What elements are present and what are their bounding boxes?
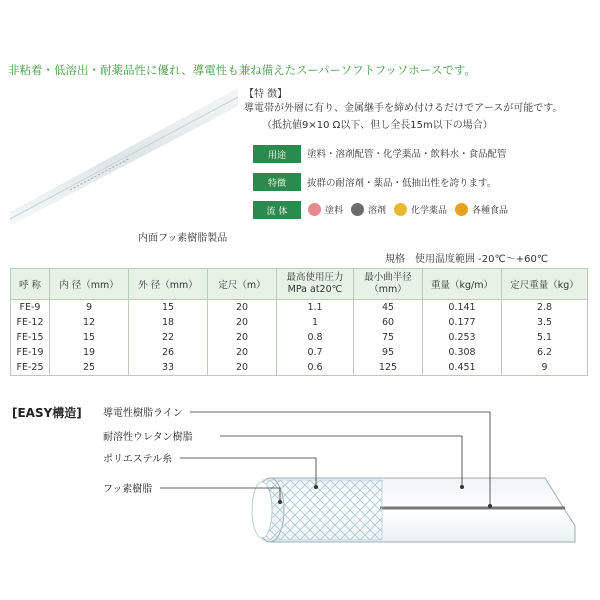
features-line: 導電帯が外層に有り、金属継手を締め付けるだけでアースが可能です。 <box>244 103 563 114</box>
layer-label-conductive: 導電性樹脂ライン <box>103 408 183 419</box>
table-cell: 1 <box>277 315 354 330</box>
column-header: 定尺（m） <box>208 269 277 300</box>
table-cell: 0.177 <box>423 315 502 330</box>
column-header: 呼 称 <box>11 269 50 300</box>
table-cell: 9 <box>50 300 129 316</box>
table-cell: 20 <box>208 360 277 376</box>
food-icon <box>455 203 468 216</box>
paint-icon <box>308 203 321 216</box>
table-cell: 0.8 <box>277 330 354 345</box>
table-cell: 0.7 <box>277 345 354 360</box>
fluid-item <box>351 203 386 216</box>
table-cell: 26 <box>129 345 208 360</box>
table-cell: FE-9 <box>11 300 50 316</box>
table-cell: 15 <box>50 330 129 345</box>
fluid-label: 流 体 <box>253 201 301 219</box>
table-row <box>11 300 588 316</box>
table-cell: 0.253 <box>423 330 502 345</box>
fluid-name: 塗料 <box>325 206 344 216</box>
table-cell: 0.308 <box>423 345 502 360</box>
table-header-row <box>11 269 588 300</box>
table-cell: 9 <box>502 360 588 376</box>
table-cell: 20 <box>208 315 277 330</box>
column-header: 外 径（mm） <box>129 269 208 300</box>
fluid-item <box>455 203 508 216</box>
table-cell: 2.8 <box>502 300 588 316</box>
table-cell: 5.1 <box>502 330 588 345</box>
table-row <box>11 330 588 345</box>
table-cell: 25 <box>50 360 129 376</box>
table-row <box>11 345 588 360</box>
table-cell: 1.1 <box>277 300 354 316</box>
layer-label-urethane: 耐溶性ウレタン樹脂 <box>103 432 193 443</box>
table-cell: 20 <box>208 330 277 345</box>
table-cell: 19 <box>50 345 129 360</box>
layer-label-polyester: ポリエステル糸 <box>103 454 173 465</box>
table-cell: 18 <box>129 315 208 330</box>
column-header: 最高使用圧力 MPa at20℃ <box>277 269 354 300</box>
column-header: 重量（kg/m） <box>423 269 502 300</box>
table-cell: 125 <box>354 360 423 376</box>
fluid-item <box>308 203 343 216</box>
product-caption: 内面フッ素樹脂製品 <box>138 233 228 244</box>
column-header: 定尺重量（kg） <box>502 269 588 300</box>
layer-label-fluororesin: フッ素樹脂 <box>103 484 153 495</box>
product-photo <box>10 84 238 224</box>
table-cell: 45 <box>354 300 423 316</box>
features-line: （抵抗値9×10 Ω以下、但し全長15m以下の場合） <box>262 120 493 131</box>
table-cell: 95 <box>354 345 423 360</box>
feature-label: 特徴 <box>253 173 301 191</box>
table-row <box>11 315 588 330</box>
fluid-name: 各種食品 <box>472 206 509 216</box>
table-cell: 0.141 <box>423 300 502 316</box>
usage-label: 用途 <box>253 145 301 163</box>
structure-title: [EASY構造] <box>12 406 82 420</box>
fluid-list <box>308 203 508 216</box>
fluid-item <box>394 203 447 216</box>
column-header: 内 径（mm） <box>50 269 129 300</box>
table-cell: 20 <box>208 300 277 316</box>
table-cell: FE-25 <box>11 360 50 376</box>
fluid-name: 化学薬品 <box>411 206 448 216</box>
table-cell: 0.451 <box>423 360 502 376</box>
table-cell: 3.5 <box>502 315 588 330</box>
table-row <box>11 360 588 376</box>
table-cell: FE-12 <box>11 315 50 330</box>
hose-structure-diagram <box>0 400 600 560</box>
spec-table <box>10 268 588 376</box>
table-cell: 0.6 <box>277 360 354 376</box>
table-cell: 22 <box>129 330 208 345</box>
table-cell: 6.2 <box>502 345 588 360</box>
table-cell: 60 <box>354 315 423 330</box>
table-cell: 75 <box>354 330 423 345</box>
table-cell: 12 <box>50 315 129 330</box>
fluid-name: 溶剤 <box>368 206 387 216</box>
feature-text: 抜群の耐溶剤・薬品・低抽出性を誇ります。 <box>307 178 497 189</box>
table-cell: 15 <box>129 300 208 316</box>
column-header: 最小曲半径 （mm） <box>354 269 423 300</box>
features-title: 【特 徴】 <box>244 89 288 100</box>
spec-note: 規格 使用温度範囲 -20℃～+60℃ <box>385 254 549 265</box>
table-cell: 20 <box>208 345 277 360</box>
table-cell: FE-15 <box>11 330 50 345</box>
headline: 非粘着・低溶出・耐薬品性に優れ、導電性も兼ね備えたスーパーソフトフッソホースです。 <box>8 63 476 77</box>
table-cell: 33 <box>129 360 208 376</box>
usage-text: 塗料・溶剤配管・化学薬品・飲料水・食品配管 <box>307 149 507 160</box>
solvent-icon <box>351 203 364 216</box>
table-cell: FE-19 <box>11 345 50 360</box>
chemical-icon <box>394 203 407 216</box>
